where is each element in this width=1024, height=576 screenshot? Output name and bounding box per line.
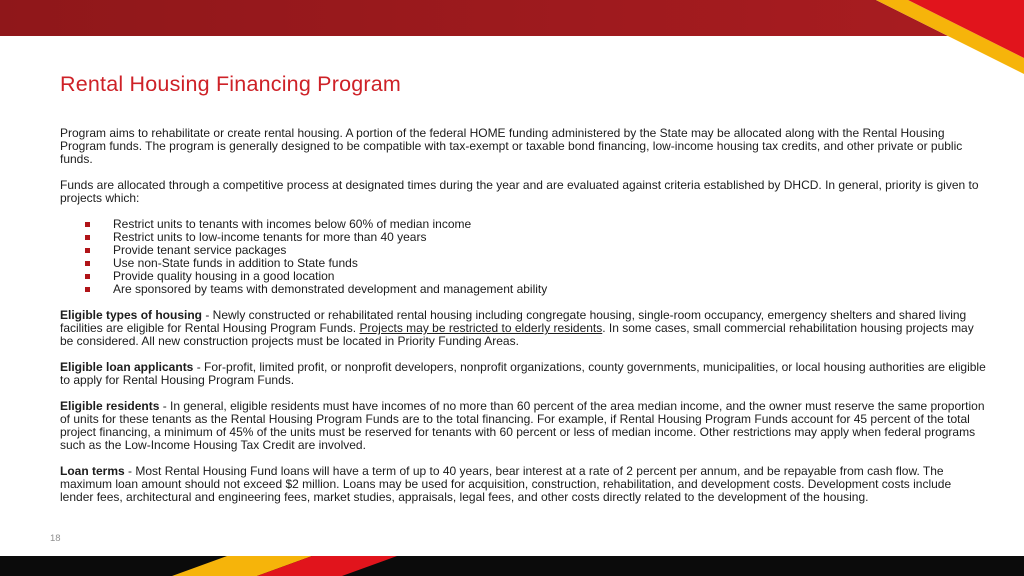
section-label: Loan terms (60, 464, 125, 478)
bullet-text: Are sponsored by teams with demonstrated development and management ability (113, 282, 548, 296)
bullet-text: Restrict units to low-income tenants for more than 40 years (113, 230, 427, 244)
intro-paragraph: Funds are allocated through a competitive process at designated times during the year and are evaluated against criteria established by DHCD. In general, priority is given to projects which: (60, 178, 979, 205)
intro-paragraph: Program aims to rehabilitate or create rental housing. A portion of the federal HOME funding administered by the State may be allocated along with the Rental Housing Program funds. The program is generally designed to be compatible with tax-exempt or taxable bond financing, low-income housing tax credits, and other private or public funds. (60, 126, 963, 166)
slide-content (60, 72, 986, 517)
bullet-text: Provide tenant service packages (113, 243, 287, 257)
section-body: - For-profit, limited profit, or nonprofit developers, nonprofit organizations, county governments, municipalities, or local housing authorities are eligible to apply for Rental Housing Program Funds. (60, 360, 986, 387)
bullet-square-icon (85, 222, 90, 227)
body-text-block (60, 127, 986, 504)
bullet-square-icon (85, 287, 90, 292)
bullet-text: Use non-State funds in addition to State funds (113, 256, 358, 270)
bullet-square-icon (85, 274, 90, 279)
bullet-square-icon (85, 235, 90, 240)
bullet-text: Restrict units to tenants with incomes below 60% of median income (113, 217, 472, 231)
top-bar-dark-red (0, 0, 948, 36)
section-label: Eligible loan applicants (60, 360, 194, 374)
bottom-banner (0, 556, 1024, 576)
slide-title: Rental Housing Financing Program (60, 72, 402, 96)
bullet-text: Provide quality housing in a good location (113, 269, 335, 283)
section-body: . In some cases, small commercial rehabilitation housing projects may be considered. All new construction projects must be located in Priority Funding Areas. (60, 321, 974, 348)
section-body: - Most Rental Housing Fund loans will have a term of up to 40 years, bear interest at a rate of 2 percent per annum, and be repayable from cash flow. The maximum loan amount should not exceed $2 million. Loans may be used for acquisition, construction, rehabilitation, and development costs. Development costs include lender fees, architectural and engineering fees, market studies, appraisals, legal fees, and other costs directly related to the development of the housing. (60, 464, 952, 504)
section-label: Eligible types of housing (60, 308, 203, 322)
section-paragraph-loan-terms (60, 465, 986, 504)
bullet-item (60, 283, 986, 296)
bullet-square-icon (85, 261, 90, 266)
section-paragraph-eligible-housing (60, 309, 986, 348)
section-paragraph-loan-applicants (60, 361, 986, 387)
section-body: - Newly constructed or rehabilitated rental housing including congregate housing, single-room occupancy, emergency shelters and shared living facilities are eligible for Rental Housing Program Funds. (60, 308, 967, 335)
section-body: - In general, eligible residents must have incomes of no more than 60 percent of the area median income, and the owner must reserve the same proportion of units for these tenants as the Rental Housing Program Funds are to the total financing. For example, if Rental Housing Program Funds account for 45 percent of the total project financing, a minimum of 45% of the units must be reserved for tenants with 60 percent or less of median income. Other restrictions may apply when federal programs such as the Low-Income Housing Tax Credit are involved. (60, 399, 985, 452)
bullet-square-icon (85, 248, 90, 253)
page-number: 18 (50, 533, 61, 544)
section-label: Eligible residents (60, 399, 160, 413)
top-banner (0, 0, 1024, 80)
section-paragraph-eligible-residents (60, 400, 986, 452)
priority-bullet-list (60, 218, 986, 296)
underlined-phrase: Projects may be restricted to elderly residents (359, 321, 603, 335)
bottom-bar-black (0, 556, 1024, 576)
